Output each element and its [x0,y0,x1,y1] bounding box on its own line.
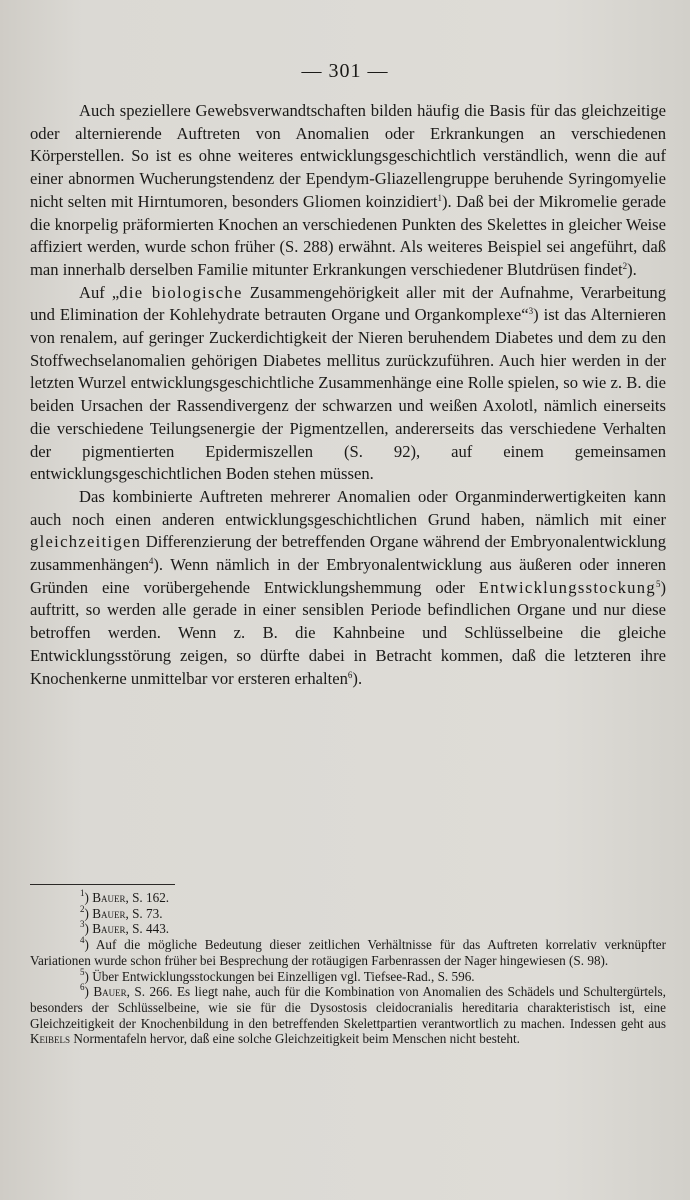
footnote-number: 2 [80,903,85,914]
footnotes [30,890,666,1047]
footnote-ref: 4 [148,556,154,567]
footnote-text: , S. 162. [125,890,170,905]
footnote-ref: 6 [347,669,353,680]
footnote-text: , S. 266. Es liegt nahe, auch für die Kombination von Anomalien des Schädels und Schultergürtels, besonders der Schlüsselbeine, wie sie für die Dysostosis cleidocranialis hereditaria charakteristisch ist, eine Gleichzeitigkeit der Knochenbildung in den betreffenden Skelettpartien verantwortlich zu machen. Indessen geht aus [30,984,666,1031]
footnote-author: Keibels [30,1031,71,1047]
paragraph-text: ). [627,259,637,279]
paragraph-text: ). Wenn nämlich in der Embryonalentwicklung aus äußeren oder inneren Gründen eine vorübergehende Entwicklungshemmung oder [30,555,666,597]
footnote-number: 3 [80,919,85,930]
footnote-author: Bauer [92,890,126,905]
footnote-text: Über Entwicklungsstockungen bei Einzelligen vgl. Tiefsee-Rad., S. 596. [92,968,475,984]
paragraph-text: ) ist das Alternieren von renalem, auf geringer Zuckerdichtigkeit der Nieren beruhendem Diabetes und dem zu den Stoffwechselanomalien gehörigen Diabetes mellitus zurückzuführen. Auch hier werden in der letzten Wurzel entwicklungsgeschichtliche Zusammenhänge eine Rolle spielen, so wie z. B. die beiden Ursachen der Rassendivergenz der schwarzen und weißen Axolotl, nämlich einerseits die verschiedene Teilungsenergie der Pigmentzellen, andererseits das verschiedene Verhalten der pigmentierten Epidermiszellen (S. 92), auf einem gemeinsamen entwicklungsgeschichtlichen Boden stehen müssen. [30,305,666,484]
paragraph-text: ). [352,668,363,688]
paragraph-3 [30,486,666,690]
footnote-ref: 3 [528,306,534,317]
footnote-1: $^1$) Bauer, S. 162. [80,888,170,905]
paragraph-text: Auf „ [79,282,120,302]
paragraph-1 [30,100,666,282]
spaced-emphasis: Entwicklungsstockung [478,577,656,597]
footnote-4: $^4$) Auf die mögliche Bedeutung dieser zeitlichen Verhältnisse für das Auftreten korrelativ verknüpfter Variationen wurde schon früher bei Besprechung der rotäugigen Farbenrassen der Nager hingewiesen (S. 98). [30,935,666,968]
footnote-2: $^2$) Bauer, S. 73. [80,903,163,921]
footnote-author: Bauer [93,984,127,1000]
footnote-divider [30,884,175,885]
footnote-author: Bauer [92,921,126,937]
footnote-5: $^5$) Über Entwicklungsstockungen bei Einzelligen vgl. Tiefsee-Rad., S. 596. [80,966,475,984]
spaced-emphasis: die biologische [119,282,243,302]
paragraph-text: Das kombinierte Auftreten mehrerer Anomalien oder Organminderwertigkeiten kann auch noch einen anderen entwicklungsgeschichtlichen Grund haben, nämlich mit einer [30,486,666,529]
footnote-text: , S. 443. [125,921,170,937]
footnote-ref: 1 [437,192,442,203]
body-text [30,100,666,690]
footnote-number: 1 [80,888,85,898]
footnote-author: Bauer [92,905,126,921]
footnote-3: $^3$) Bauer, S. 443. [80,919,170,937]
footnote-text: Normentafeln hervor, daß eine solche Gleichzeitigkeit beim Menschen nicht besteht. [70,1031,520,1047]
paragraph-text: Auch speziellere Gewebsverwandtschaften bilden häufig die Basis für das gleichzeitige oder alternierende Auftreten von Anomalien oder Erkrankungen an verschiedenen Körperstellen. So ist es ohne weiteres entwicklungsgeschichtlich verständlich, wenn die auf einer abnormen Wucherungstendenz der Ependym-Gliazellengruppe beruhende Syringomyelie nicht selten mit Hirntumoren, besonders Gliomen koinzidiert [30,101,666,211]
paragraph-text: ). Daß bei der Mikromelie gerade die knorpelig präformierten Knochen an verschiedenen Punkten des Skelettes in gleicher Weise affiziert werden, wurde schon früher (S. 288) erwähnt. Als weiteres Beispiel sei angeführt, daß man innerhalb derselben Familie mitunter Erkrankungen verschiedener Blutdrüsen findet [30,191,666,279]
footnote-number: 4 [80,935,85,946]
footnote-number: 6 [80,982,85,993]
page-number: — 301 — [301,60,389,82]
paragraph-text: ) auftritt, so werden alle gerade in einer sensiblen Periode befindlichen Organe und nur diese betroffen werden. Wenn z. B. die Kahnbeine und Schlüsselbeine die gleiche Entwicklungsstörung zeigen, so dürfte dabei in Betracht kommen, daß die letzteren ihre Knochenkerne unmittelbar vor ersteren erhalten [30,577,666,688]
paragraph-text: Differenzierung der betreffenden Organe während der Embryonalentwicklung zusammenhängen [30,532,666,575]
paragraph-2 [30,282,666,486]
footnote-text: Auf die mögliche Bedeutung dieser zeitlichen Verhältnisse für das Auftreten korrelativ verknüpfter Variationen wurde schon früher bei Besprechung der rotäugigen Farbenrassen der Nager hingewiesen (S. 98). [30,937,666,968]
footnote-ref: 5 [655,578,661,589]
footnote-text: , S. 73. [125,905,163,921]
spaced-emphasis: gleichzeitigen [30,532,142,552]
paragraph-text: Zusammengehörigkeit aller mit der Aufnahme, Verarbeitung und Elimination der Kohlehydrate betrauten Organe und Organkomplexe“ [30,282,666,325]
footnote-6: $^6$) Bauer, S. 266. Es liegt nahe, auch für die Kombination von Anomalien des Schädels und Schultergürtels, besonders der Schlüsselbeine, wie sie für die Dysostosis cleidocranialis hereditaria charakteristisch ist, eine Gleichzeitigkeit der Knochenbildung in den betreffenden Skelettpartien verantwortlich zu machen. Indessen geht aus Keibels Normentafeln hervor, daß eine solche Gleichzeitigkeit beim Menschen nicht besteht. [30,982,666,1047]
footnote-ref: 2 [622,260,628,271]
footnote-number: 5 [80,966,85,977]
